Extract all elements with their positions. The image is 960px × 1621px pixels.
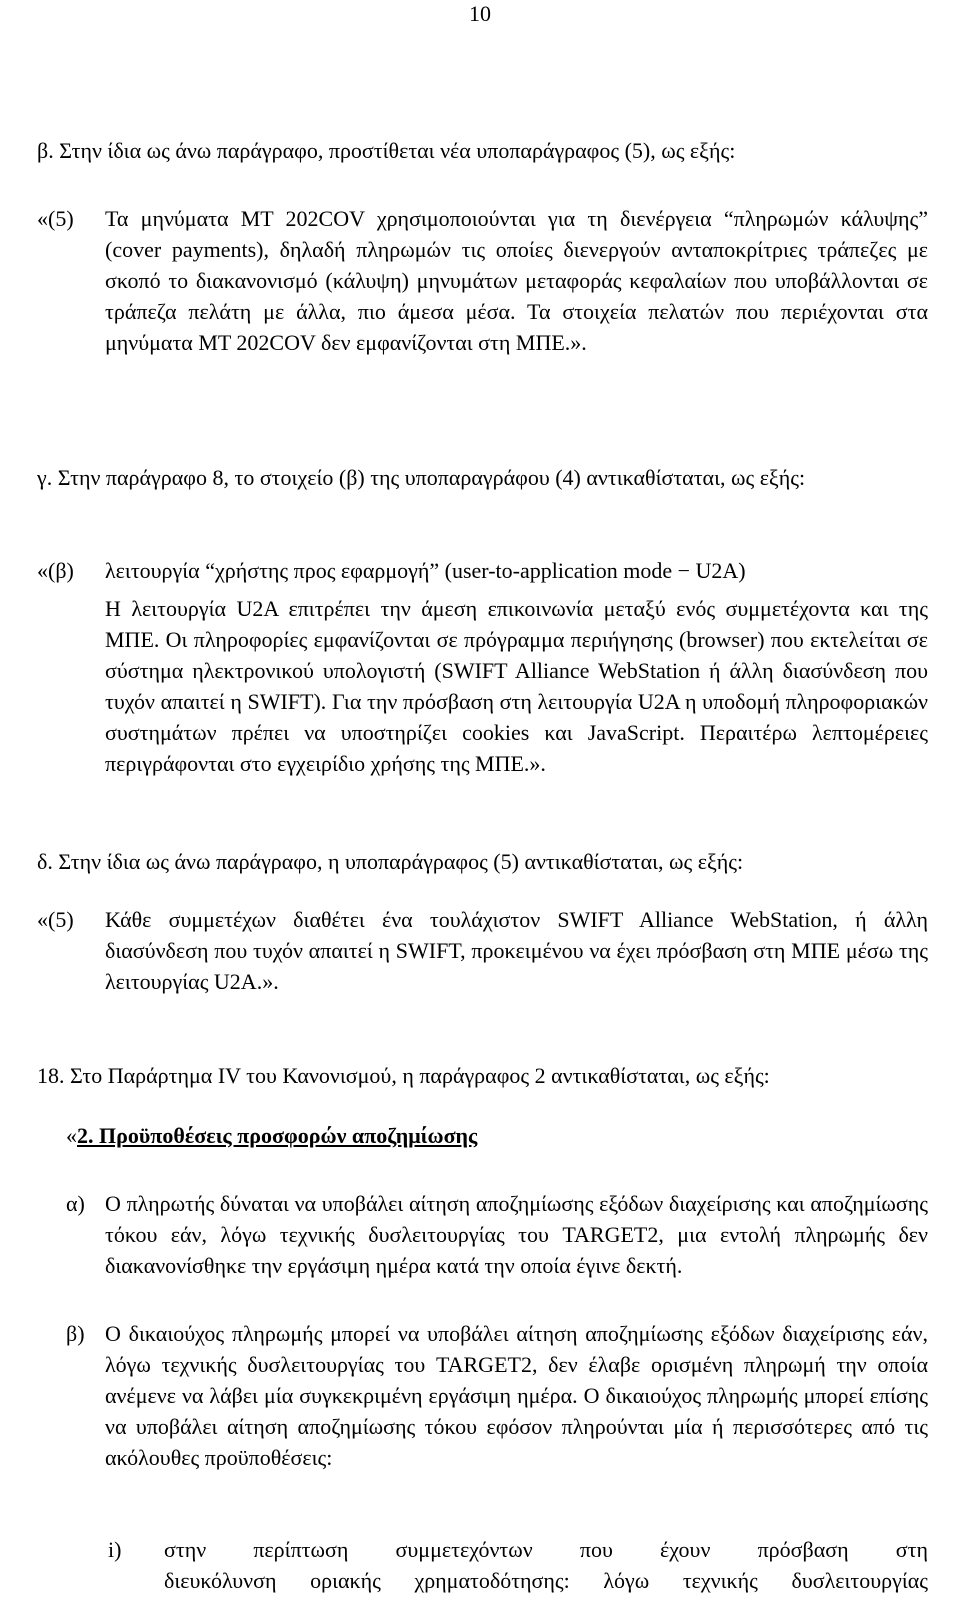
section-c-text: Η λειτουργία U2A επιτρέπει την άμεση επικοινωνία μεταξύ ενός συμμετέχοντα και της ΜΠΕ. Οι πληροφορίες εμφανίζονται σε πρόγραμμα περιήγησης (browser) που εκτελείται σε σύστημα ηλεκτρονικού υπολογιστή (SWIFT Alliance WebStation ή άλλη διασύνδεση που τυχόν απαιτεί η SWIFT). Για την πρόσβαση στη λειτουργία U2A η υποδομή πληροφοριακών συστημάτων πρέπει να υποστηρίζει cookies και JavaScript. Περαιτέρω λεπτομέρειες περιγράφονται στο εγχειρίδιο χρήσης της ΜΠΕ.». bbox=[105, 596, 928, 776]
item-a-text: Ο πληρωτής δύναται να υποβάλει αίτηση αποζημίωσης εξόδων διαχείρισης και αποζημίωσης τόκου εάν, λόγω τεχνικής δυσλειτουργίας του TARGET2, μια εντολή πληρωμής δεν διακανονίσθηκε την εργάσιμη ημέρα κατά την οποία έγινε δεκτή. bbox=[105, 1191, 928, 1278]
section-c-intro: γ. Στην παράγραφο 8, το στοιχείο (β) της υποπαραγράφου (4) αντικαθίσταται, ως εξής: bbox=[37, 465, 806, 490]
section-d-text: Κάθε συμμετέχων διαθέτει ένα τουλάχιστον SWIFT Alliance WebStation, ή άλλη διασύνδεση που τυχόν απαιτεί η SWIFT, προκειμένου να έχει πρόσβαση στη ΜΠΕ μέσω της λειτουργίας U2A.». bbox=[105, 907, 928, 994]
section-18-intro: 18. Στο Παράρτημα IV του Κανονισμού, η παράγραφος 2 αντικαθίσταται, ως εξής: bbox=[37, 1063, 770, 1088]
item-b-text: Ο δικαιούχος πληρωμής μπορεί να υποβάλει αίτηση αποζημίωσης εξόδων διαχείρισης εάν, λόγω τεχνικής δυσλειτουργίας του TARGET2, δεν έλαβε ορισμένη πληρωμή την οποία ανέμενε να λάβει μία συγκεκριμένη εργάσιμη ημέρα. Ο δικαιούχος πληρωμής μπορεί επίσης να υποβάλει αίτηση αποζημίωσης τόκου εφόσον πληρούνται μία ή περισσότερες από τις ακόλουθες προϋποθέσεις: bbox=[105, 1321, 928, 1470]
heading-open-quote: « bbox=[66, 1123, 77, 1148]
item-a-marker: α) bbox=[66, 1191, 85, 1216]
section-b-intro: β. Στην ίδια ως άνω παράγραφο, προστίθεται νέα υποπαράγραφος (5), ως εξής: bbox=[37, 138, 736, 163]
section-d-intro: δ. Στην ίδια ως άνω παράγραφο, η υποπαράγραφος (5) αντικαθίσταται, ως εξής: bbox=[37, 849, 744, 874]
section-c-heading: λειτουργία “χρήστης προς εφαρμογή” (user-to-application mode − U2A) bbox=[105, 558, 746, 583]
item-i-line-1: στην περίπτωση συμμετεχόντων που έχουν πρόσβαση στη bbox=[164, 1537, 928, 1562]
section-18-heading-line bbox=[66, 1120, 926, 1151]
section-c-marker: «(β) bbox=[37, 558, 74, 583]
page-number: 10 bbox=[469, 1, 491, 26]
item-i-line-2: διευκόλυνση οριακής χρηματοδότησης: λόγω τεχνικής δυσλειτουργίας bbox=[164, 1568, 928, 1593]
section-d-marker: «(5) bbox=[37, 907, 74, 932]
item-b-marker: β) bbox=[66, 1321, 85, 1346]
item-i-marker: i) bbox=[108, 1537, 122, 1562]
section-18-heading: 2. Προϋποθέσεις προσφορών αποζημίωσης bbox=[77, 1123, 478, 1148]
section-b-text: Τα μηνύματα MT 202COV χρησιμοποιούνται για τη διενέργεια “πληρωμών κάλυψης” (cover payments), δηλαδή πληρωμών τις οποίες διενεργούν ανταποκρίτριες τράπεζες με σκοπό το διακανονισμό (κάλυψη) μηνυμάτων μεταφοράς κεφαλαίων που υποβάλλονται σε τράπεζα πελάτη με άλλα, πιο άμεσα μέσα. Τα στοιχεία πελατών που περιέχονται στα μηνύματα MT 202COV δεν εμφανίζονται στη ΜΠΕ.». bbox=[105, 206, 928, 355]
section-b-marker: «(5) bbox=[37, 206, 74, 231]
